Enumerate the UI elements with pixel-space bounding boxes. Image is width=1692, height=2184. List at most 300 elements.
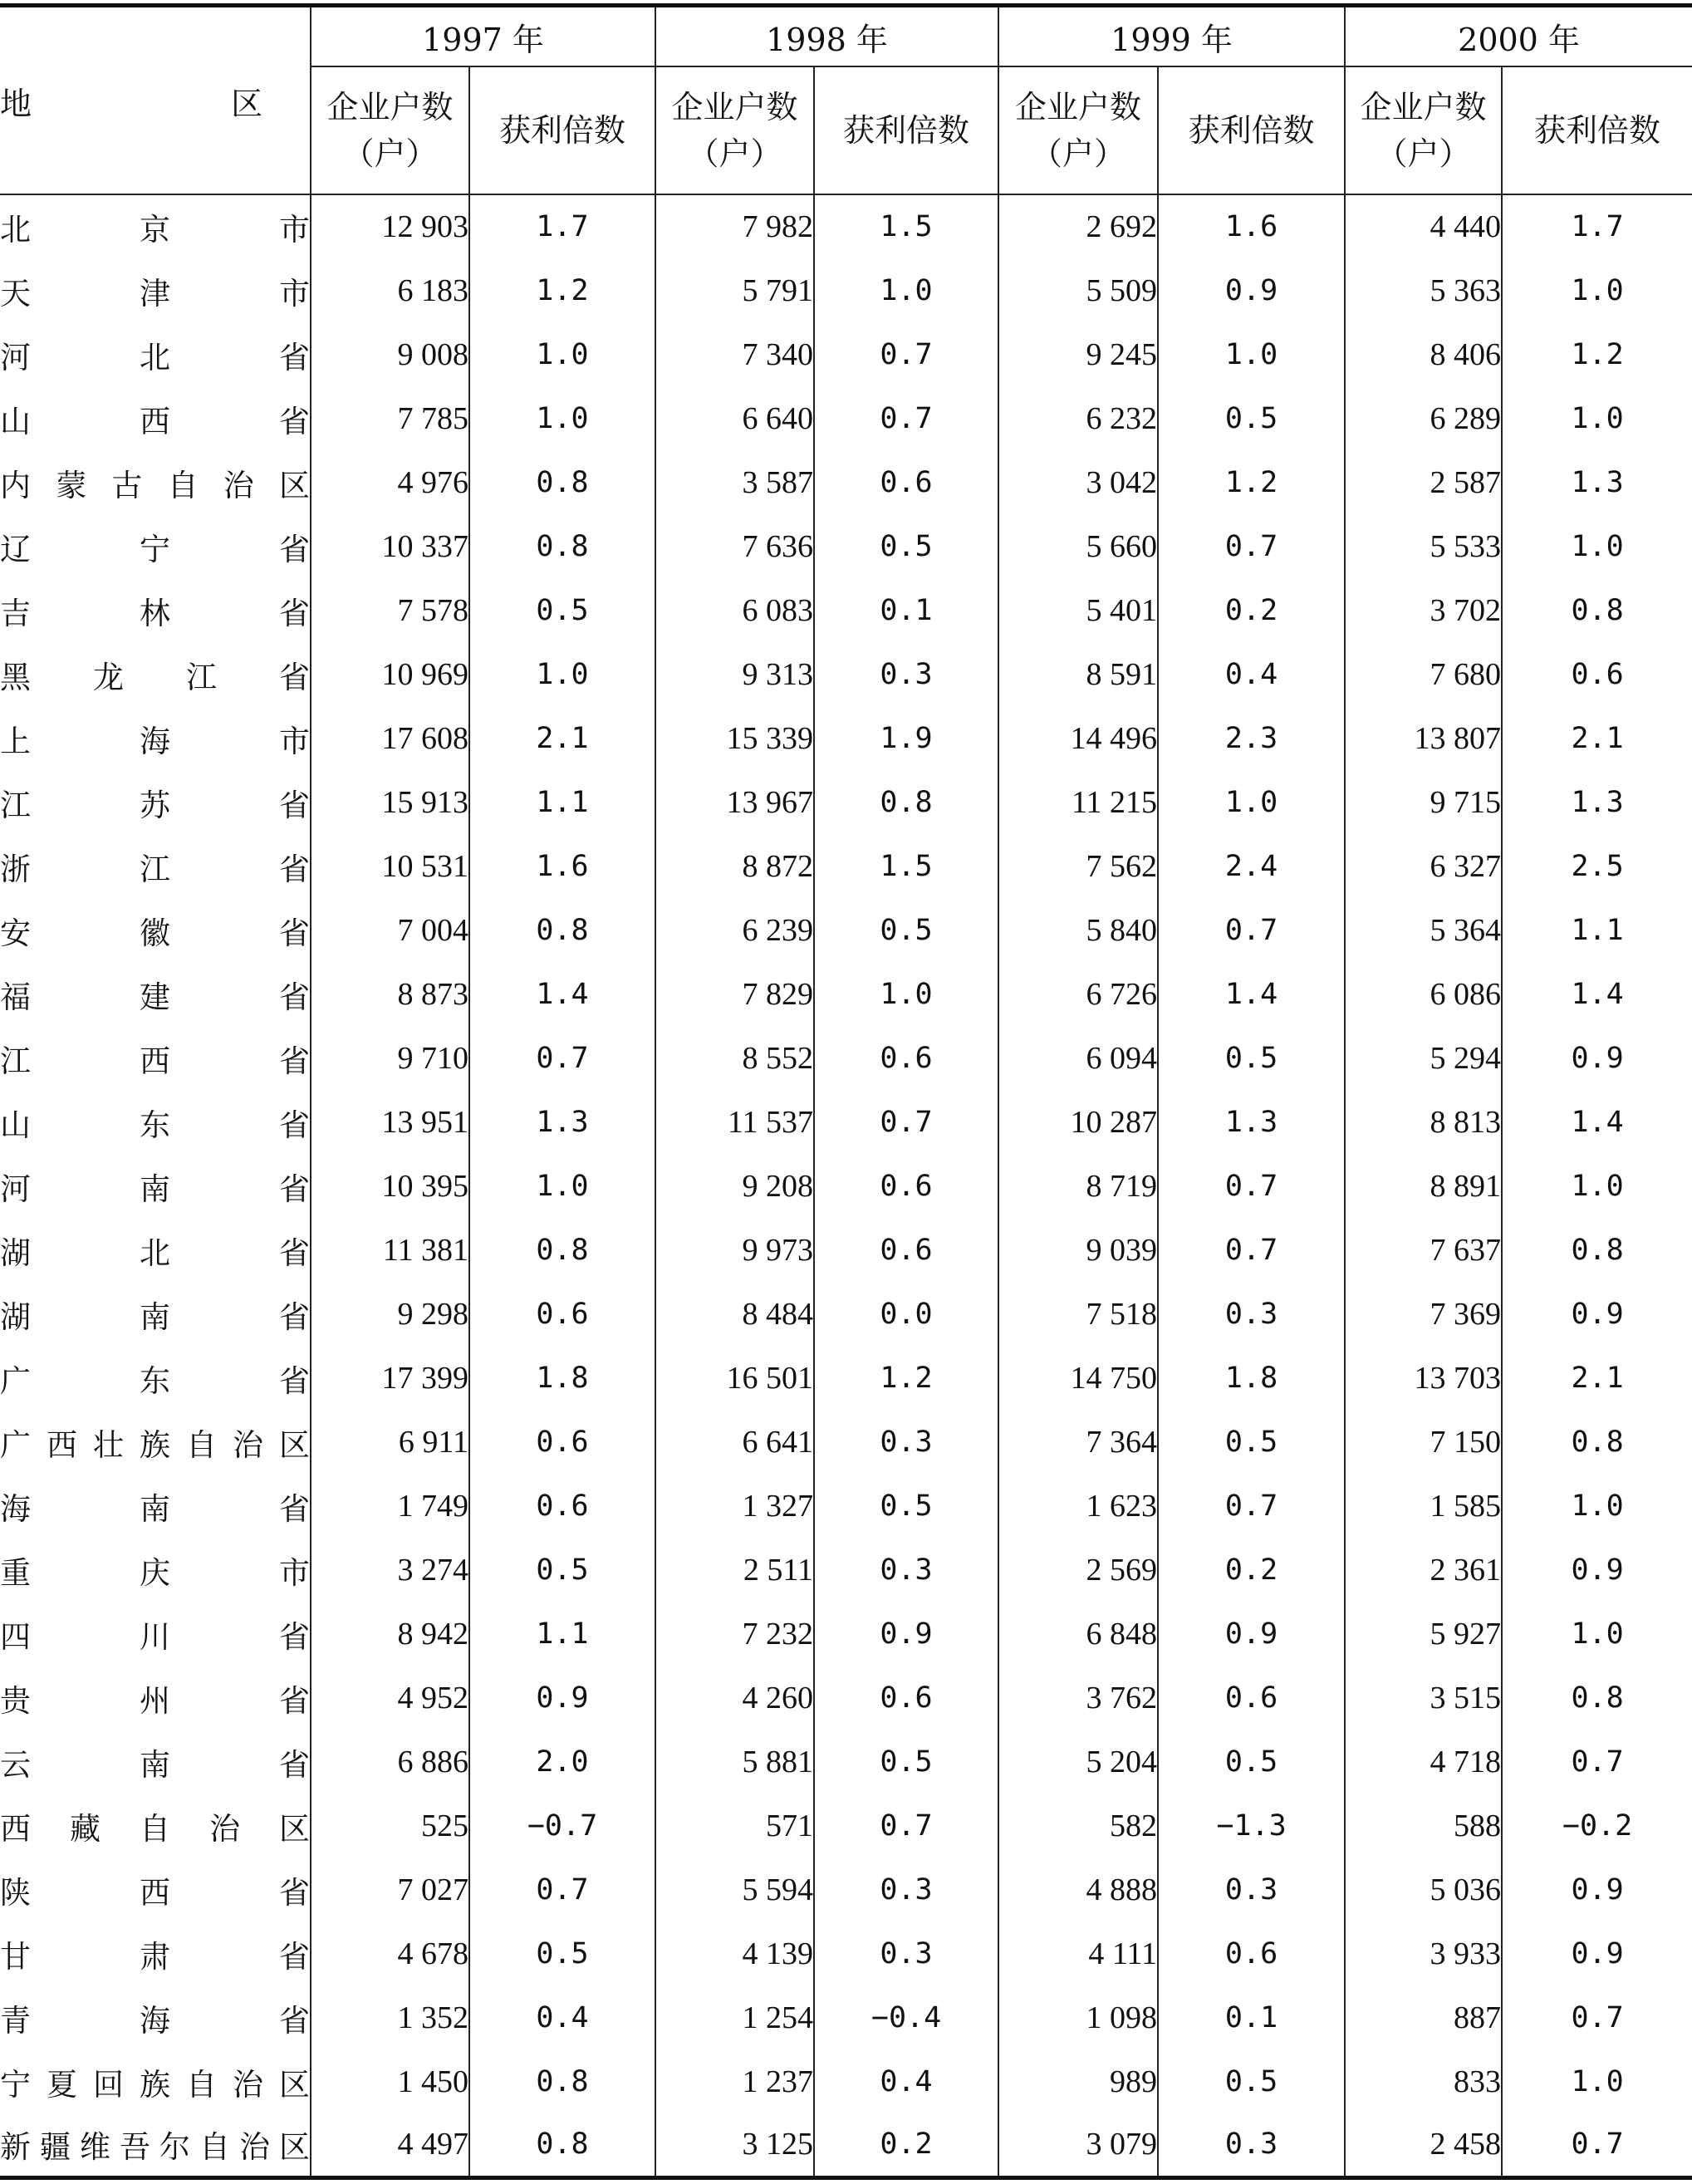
profit-multiple-cell: 0.9 — [814, 1602, 998, 1666]
region-name: 北 京 市 — [0, 212, 310, 248]
profit-multiple-cell: 0.9 — [1502, 1538, 1692, 1602]
enterprise-count-cell: 5 533 — [1345, 514, 1502, 578]
region-name-cell — [0, 1026, 311, 1090]
profit-multiple-cell: 0.8 — [1502, 578, 1692, 642]
region-name: 新 疆 维 吾 尔 自 治 区 — [0, 2129, 310, 2166]
region-name: 黑 龙 江 省 — [0, 659, 310, 695]
profit-multiple-cell: 2.5 — [1502, 834, 1692, 898]
table-row — [0, 1026, 1692, 1090]
enterprise-count-cell: 7 578 — [311, 578, 469, 642]
profit-multiple-cell: 0.7 — [814, 322, 998, 386]
year-header-1998: 1998 年 — [655, 6, 998, 67]
enterprise-count-cell: 9 715 — [1345, 770, 1502, 834]
region-name: 山 东 省 — [0, 1107, 310, 1143]
enterprise-count-cell: 588 — [1345, 1794, 1502, 1858]
enterprise-count-cell: 7 027 — [311, 1858, 469, 1921]
profit-multiple-cell: 1.2 — [814, 1346, 998, 1410]
table-row — [0, 898, 1692, 962]
region-name-cell — [0, 834, 311, 898]
enterprise-count-cell: 5 840 — [998, 898, 1158, 962]
table-row — [0, 770, 1692, 834]
profit-multiple-cell: 1.0 — [814, 962, 998, 1026]
region-name-cell — [0, 1858, 311, 1921]
count-header-line1: 企业户数 — [326, 89, 454, 125]
enterprise-count-cell: 4 718 — [1345, 1730, 1502, 1794]
region-name-cell — [0, 578, 311, 642]
region-name-cell — [0, 1090, 311, 1154]
profit-multiple-cell: 1.2 — [469, 258, 655, 322]
table-row — [0, 1666, 1692, 1730]
profit-multiple-cell: 1.4 — [1502, 1090, 1692, 1154]
region-name-cell — [0, 2049, 311, 2113]
enterprise-count-cell: 4 888 — [998, 1858, 1158, 1921]
profit-multiple-cell: 1.7 — [1502, 194, 1692, 258]
table-row — [0, 450, 1692, 514]
enterprise-count-cell: 1 327 — [655, 1474, 814, 1538]
profit-multiple-cell: 0.3 — [814, 1858, 998, 1921]
profit-multiple-cell: 0.8 — [1502, 1218, 1692, 1282]
profit-multiple-cell: 0.8 — [469, 1218, 655, 1282]
count-header — [1345, 66, 1502, 194]
count-header-line2: （户） — [687, 135, 782, 172]
profit-multiple-cell: 0.5 — [814, 1474, 998, 1538]
profit-multiple-cell: 1.0 — [469, 1154, 655, 1218]
region-name-cell — [0, 1985, 311, 2049]
profit-multiple-cell: 0.3 — [1158, 1282, 1345, 1346]
profit-multiple-cell: 0.9 — [1158, 258, 1345, 322]
enterprise-count-cell: 4 678 — [311, 1921, 469, 1985]
region-name: 江 苏 省 — [0, 787, 310, 823]
region-name-cell — [0, 1538, 311, 1602]
enterprise-count-cell: 14 750 — [998, 1346, 1158, 1410]
profit-multiple-cell: 0.8 — [1502, 1666, 1692, 1730]
region-name-cell — [0, 322, 311, 386]
enterprise-count-cell: 6 094 — [998, 1026, 1158, 1090]
profit-multiple-cell: 0.6 — [1158, 1666, 1345, 1730]
enterprise-count-cell: 8 552 — [655, 1026, 814, 1090]
enterprise-count-cell: 10 969 — [311, 642, 469, 706]
profit-multiple-cell: 1.1 — [469, 1602, 655, 1666]
profit-multiple-cell: 1.3 — [1502, 450, 1692, 514]
profit-multiple-cell: 1.6 — [1158, 194, 1345, 258]
enterprise-count-cell: 5 881 — [655, 1730, 814, 1794]
enterprise-count-cell: 11 537 — [655, 1090, 814, 1154]
profit-multiple-cell: 2.1 — [469, 706, 655, 770]
region-name-cell — [0, 2113, 311, 2177]
enterprise-count-cell: 5 204 — [998, 1730, 1158, 1794]
region-name: 浙 江 省 — [0, 851, 310, 887]
enterprise-count-cell: 3 042 — [998, 450, 1158, 514]
enterprise-count-cell: 13 967 — [655, 770, 814, 834]
profit-multiple-cell: 1.3 — [1502, 770, 1692, 834]
enterprise-count-cell: 9 973 — [655, 1218, 814, 1282]
enterprise-count-cell: 7 637 — [1345, 1218, 1502, 1282]
region-name: 重 庆 市 — [0, 1554, 310, 1591]
enterprise-count-cell: 7 004 — [311, 898, 469, 962]
enterprise-count-cell: 9 298 — [311, 1282, 469, 1346]
count-header — [655, 66, 814, 194]
table-row — [0, 194, 1692, 258]
enterprise-count-cell: 582 — [998, 1794, 1158, 1858]
ratio-header: 获利倍数 — [1158, 66, 1345, 194]
profit-multiple-cell: 1.3 — [469, 1090, 655, 1154]
enterprise-count-cell: 5 594 — [655, 1858, 814, 1921]
table-row — [0, 258, 1692, 322]
count-header — [311, 66, 469, 194]
ratio-header: 获利倍数 — [1502, 66, 1692, 194]
profit-multiple-cell: 0.3 — [814, 1921, 998, 1985]
enterprise-count-cell: 7 518 — [998, 1282, 1158, 1346]
profit-multiple-cell: 0.2 — [1158, 578, 1345, 642]
enterprise-count-cell: 17 399 — [311, 1346, 469, 1410]
region-name-cell — [0, 898, 311, 962]
profit-multiple-cell: 1.1 — [469, 770, 655, 834]
profit-multiple-cell: 0.6 — [469, 1410, 655, 1474]
table-row — [0, 1538, 1692, 1602]
enterprise-count-cell: 8 872 — [655, 834, 814, 898]
region-name-cell — [0, 1346, 311, 1410]
profit-multiple-cell: 0.8 — [469, 514, 655, 578]
region-name: 天 津 市 — [0, 275, 310, 312]
enterprise-count-cell: 4 111 — [998, 1921, 1158, 1985]
profit-multiple-cell: −0.4 — [814, 1985, 998, 2049]
region-name-cell — [0, 1282, 311, 1346]
count-header-line2: （户） — [342, 135, 438, 172]
region-name: 吉 林 省 — [0, 595, 310, 631]
profit-multiple-cell: 1.4 — [469, 962, 655, 1026]
region-name-cell — [0, 706, 311, 770]
profit-multiple-cell: 0.6 — [814, 1218, 998, 1282]
region-name: 湖 北 省 — [0, 1234, 310, 1271]
region-name-cell — [0, 1666, 311, 1730]
region-name: 陕 西 省 — [0, 1874, 310, 1911]
profit-multiple-cell: 0.7 — [1502, 1985, 1692, 2049]
enterprise-count-cell: 4 952 — [311, 1666, 469, 1730]
year-header-1997: 1997 年 — [311, 6, 655, 67]
enterprise-count-cell: 15 339 — [655, 706, 814, 770]
enterprise-count-cell: 5 660 — [998, 514, 1158, 578]
profit-multiple-cell: 0.4 — [814, 2049, 998, 2113]
profit-multiple-cell: 1.0 — [814, 258, 998, 322]
enterprise-count-cell: 887 — [1345, 1985, 1502, 2049]
profit-multiple-cell: 0.7 — [1502, 1730, 1692, 1794]
profit-multiple-cell: 0.1 — [1158, 1985, 1345, 2049]
enterprise-count-cell: 17 608 — [311, 706, 469, 770]
profit-multiple-cell: 0.5 — [1158, 1410, 1345, 1474]
enterprise-count-cell: 3 079 — [998, 2113, 1158, 2177]
region-name-cell — [0, 962, 311, 1026]
enterprise-count-cell: 571 — [655, 1794, 814, 1858]
profit-multiple-cell: 0.6 — [469, 1474, 655, 1538]
region-name: 河 北 省 — [0, 339, 310, 375]
ratio-header: 获利倍数 — [469, 66, 655, 194]
enterprise-count-cell: 3 587 — [655, 450, 814, 514]
profit-multiple-cell: 0.6 — [1502, 642, 1692, 706]
region-name: 上 海 市 — [0, 723, 310, 759]
enterprise-count-cell: 10 287 — [998, 1090, 1158, 1154]
profit-multiple-cell: 0.5 — [469, 1538, 655, 1602]
enterprise-count-cell: 10 395 — [311, 1154, 469, 1218]
profit-multiple-cell: 0.7 — [1158, 1474, 1345, 1538]
enterprise-count-cell: 7 680 — [1345, 642, 1502, 706]
profit-multiple-cell: 2.4 — [1158, 834, 1345, 898]
enterprise-count-cell: 7 562 — [998, 834, 1158, 898]
year-header-row — [0, 6, 1692, 67]
enterprise-count-cell: 2 587 — [1345, 450, 1502, 514]
region-name-cell — [0, 770, 311, 834]
table-row — [0, 962, 1692, 1026]
enterprise-count-cell: 7 369 — [1345, 1282, 1502, 1346]
enterprise-count-cell: 5 401 — [998, 578, 1158, 642]
table-body — [0, 194, 1692, 2177]
enterprise-count-cell: 7 364 — [998, 1410, 1158, 1474]
profit-multiple-cell: 0.7 — [1158, 1218, 1345, 1282]
enterprise-count-cell: 5 363 — [1345, 258, 1502, 322]
enterprise-count-cell: 7 982 — [655, 194, 814, 258]
table-row — [0, 1154, 1692, 1218]
table-row — [0, 1921, 1692, 1985]
table-row — [0, 1858, 1692, 1921]
profit-multiple-cell: 0.3 — [814, 1538, 998, 1602]
enterprise-count-cell: 833 — [1345, 2049, 1502, 2113]
region-name: 辽 宁 省 — [0, 531, 310, 567]
profit-multiple-cell: 1.5 — [814, 834, 998, 898]
enterprise-count-cell: 4 260 — [655, 1666, 814, 1730]
table-row — [0, 1794, 1692, 1858]
table-row — [0, 2113, 1692, 2177]
enterprise-count-cell: 6 232 — [998, 386, 1158, 450]
enterprise-count-cell: 11 215 — [998, 770, 1158, 834]
profit-multiple-cell: 1.0 — [1502, 1602, 1692, 1666]
table-row — [0, 834, 1692, 898]
enterprise-count-cell: 6 083 — [655, 578, 814, 642]
year-header-2000: 2000 年 — [1345, 6, 1692, 67]
enterprise-count-cell: 1 585 — [1345, 1474, 1502, 1538]
enterprise-count-cell: 16 501 — [655, 1346, 814, 1410]
profit-multiple-cell: 0.5 — [469, 1921, 655, 1985]
enterprise-count-cell: 4 497 — [311, 2113, 469, 2177]
profit-multiple-cell: 0.7 — [1158, 1154, 1345, 1218]
enterprise-count-cell: 2 511 — [655, 1538, 814, 1602]
profit-multiple-cell: 0.5 — [814, 514, 998, 578]
enterprise-count-cell: 5 791 — [655, 258, 814, 322]
enterprise-count-cell: 7 150 — [1345, 1410, 1502, 1474]
enterprise-count-cell: 5 927 — [1345, 1602, 1502, 1666]
profit-multiple-cell: 1.2 — [1158, 450, 1345, 514]
table-row — [0, 1346, 1692, 1410]
profit-multiple-cell: 1.3 — [1158, 1090, 1345, 1154]
count-header-line2: （户） — [1031, 135, 1126, 172]
enterprise-count-cell: 6 640 — [655, 386, 814, 450]
profit-multiple-cell: 0.3 — [1158, 1858, 1345, 1921]
profit-multiple-cell: 1.6 — [469, 834, 655, 898]
count-header-line1: 企业户数 — [671, 89, 798, 125]
enterprise-count-cell: 3 702 — [1345, 578, 1502, 642]
enterprise-count-cell: 1 749 — [311, 1474, 469, 1538]
enterprise-count-cell: 5 364 — [1345, 898, 1502, 962]
profit-multiple-cell: 0.9 — [1502, 1921, 1692, 1985]
table-row — [0, 706, 1692, 770]
profit-multiple-cell: 0.4 — [469, 1985, 655, 2049]
table-row — [0, 578, 1692, 642]
table-row — [0, 1282, 1692, 1346]
region-name: 青 海 省 — [0, 2002, 310, 2039]
profit-multiple-cell: 0.1 — [814, 578, 998, 642]
enterprise-count-cell: 3 515 — [1345, 1666, 1502, 1730]
profit-multiple-cell: 0.0 — [814, 1282, 998, 1346]
table-row — [0, 1474, 1692, 1538]
region-name-cell — [0, 1154, 311, 1218]
enterprise-count-cell: 1 098 — [998, 1985, 1158, 2049]
profit-multiple-cell: 0.9 — [1502, 1026, 1692, 1090]
profit-multiple-cell: 2.1 — [1502, 1346, 1692, 1410]
table-row — [0, 1730, 1692, 1794]
profit-multiple-cell: 1.0 — [1158, 322, 1345, 386]
count-header-line1: 企业户数 — [1360, 89, 1487, 125]
region-name: 云 南 省 — [0, 1746, 310, 1783]
region-name: 内 蒙 古 自 治 区 — [0, 467, 310, 503]
enterprise-count-cell: 1 352 — [311, 1985, 469, 2049]
region-name-cell — [0, 642, 311, 706]
enterprise-count-cell: 3 933 — [1345, 1921, 1502, 1985]
enterprise-count-cell: 8 406 — [1345, 322, 1502, 386]
enterprise-count-cell: 8 891 — [1345, 1154, 1502, 1218]
enterprise-count-cell: 6 289 — [1345, 386, 1502, 450]
enterprise-count-cell: 6 726 — [998, 962, 1158, 1026]
profit-multiple-cell: 1.4 — [1502, 962, 1692, 1026]
enterprise-count-cell: 4 139 — [655, 1921, 814, 1985]
profit-multiple-cell: 0.8 — [1502, 1410, 1692, 1474]
region-name-cell — [0, 194, 311, 258]
enterprise-count-cell: 7 785 — [311, 386, 469, 450]
table-row — [0, 1410, 1692, 1474]
profit-multiple-cell: 0.9 — [1502, 1282, 1692, 1346]
profit-multiple-cell: 0.7 — [814, 386, 998, 450]
profit-multiple-cell: 1.8 — [1158, 1346, 1345, 1410]
enterprise-count-cell: 10 337 — [311, 514, 469, 578]
count-header-line2: （户） — [1376, 135, 1471, 172]
profit-multiple-cell: 2.3 — [1158, 706, 1345, 770]
enterprise-count-cell: 5 509 — [998, 258, 1158, 322]
enterprise-count-cell: 6 641 — [655, 1410, 814, 1474]
enterprise-count-cell: 15 913 — [311, 770, 469, 834]
enterprise-count-cell: 6 239 — [655, 898, 814, 962]
enterprise-count-cell: 6 086 — [1345, 962, 1502, 1026]
profit-multiple-cell: 2.0 — [469, 1730, 655, 1794]
region-name-cell — [0, 450, 311, 514]
profit-multiple-cell: 0.7 — [1158, 898, 1345, 962]
enterprise-count-cell: 9 208 — [655, 1154, 814, 1218]
region-name-cell — [0, 1794, 311, 1858]
region-enterprise-profit-table — [0, 3, 1692, 2180]
enterprise-count-cell: 6 886 — [311, 1730, 469, 1794]
enterprise-count-cell: 1 254 — [655, 1985, 814, 2049]
profit-multiple-cell: 0.7 — [814, 1090, 998, 1154]
profit-multiple-cell: −1.3 — [1158, 1794, 1345, 1858]
region-name: 江 西 省 — [0, 1043, 310, 1079]
enterprise-count-cell: 3 762 — [998, 1666, 1158, 1730]
enterprise-count-cell: 2 361 — [1345, 1538, 1502, 1602]
ratio-header: 获利倍数 — [814, 66, 998, 194]
profit-multiple-cell: 0.5 — [814, 1730, 998, 1794]
profit-multiple-cell: 0.6 — [814, 1666, 998, 1730]
profit-multiple-cell: 0.8 — [814, 770, 998, 834]
profit-multiple-cell: 0.4 — [1158, 642, 1345, 706]
profit-multiple-cell: 0.6 — [814, 450, 998, 514]
profit-multiple-cell: 0.7 — [469, 1026, 655, 1090]
enterprise-count-cell: 7 232 — [655, 1602, 814, 1666]
profit-multiple-cell: 1.1 — [1502, 898, 1692, 962]
profit-multiple-cell: 1.0 — [469, 642, 655, 706]
region-name-cell — [0, 1474, 311, 1538]
enterprise-count-cell: 2 692 — [998, 194, 1158, 258]
profit-multiple-cell: 1.4 — [1158, 962, 1345, 1026]
table-row — [0, 1602, 1692, 1666]
table-row — [0, 322, 1692, 386]
profit-multiple-cell: 1.0 — [469, 322, 655, 386]
region-name: 贵 州 省 — [0, 1682, 310, 1719]
enterprise-count-cell: 5 294 — [1345, 1026, 1502, 1090]
enterprise-count-cell: 8 719 — [998, 1154, 1158, 1218]
enterprise-count-cell: 4 976 — [311, 450, 469, 514]
enterprise-count-cell: 8 873 — [311, 962, 469, 1026]
profit-multiple-cell: 0.5 — [1158, 1026, 1345, 1090]
region-name-cell — [0, 514, 311, 578]
profit-multiple-cell: 0.7 — [814, 1794, 998, 1858]
profit-multiple-cell: 0.9 — [469, 1666, 655, 1730]
region-name-cell — [0, 1218, 311, 1282]
region-name: 福 建 省 — [0, 979, 310, 1015]
profit-multiple-cell: 0.7 — [1502, 2113, 1692, 2177]
enterprise-count-cell: 6 183 — [311, 258, 469, 322]
enterprise-count-cell: 6 911 — [311, 1410, 469, 1474]
region-column-header: 地 区 — [0, 6, 311, 195]
region-name-cell — [0, 1730, 311, 1794]
profit-multiple-cell: 1.0 — [1502, 1154, 1692, 1218]
profit-multiple-cell: 1.0 — [1502, 386, 1692, 450]
profit-multiple-cell: 0.8 — [469, 898, 655, 962]
region-name-cell — [0, 386, 311, 450]
profit-multiple-cell: 1.0 — [1502, 514, 1692, 578]
region-name: 河 南 省 — [0, 1171, 310, 1207]
year-header-1999: 1999 年 — [998, 6, 1345, 67]
enterprise-count-cell: 1 237 — [655, 2049, 814, 2113]
profit-multiple-cell: 0.2 — [1158, 1538, 1345, 1602]
table-header — [0, 6, 1692, 195]
enterprise-count-cell: 13 703 — [1345, 1346, 1502, 1410]
enterprise-count-cell: 9 008 — [311, 322, 469, 386]
enterprise-count-cell: 2 569 — [998, 1538, 1158, 1602]
region-name-cell — [0, 258, 311, 322]
enterprise-count-cell: 10 531 — [311, 834, 469, 898]
profit-multiple-cell: 0.5 — [814, 898, 998, 962]
enterprise-count-cell: 9 313 — [655, 642, 814, 706]
table-row — [0, 1218, 1692, 1282]
profit-multiple-cell: 0.9 — [1502, 1858, 1692, 1921]
count-header — [998, 66, 1158, 194]
enterprise-count-cell: 8 484 — [655, 1282, 814, 1346]
profit-multiple-cell: 2.1 — [1502, 706, 1692, 770]
region-name: 广 东 省 — [0, 1362, 310, 1399]
enterprise-count-cell: 7 340 — [655, 322, 814, 386]
enterprise-count-cell: 8 591 — [998, 642, 1158, 706]
region-name-cell — [0, 1602, 311, 1666]
table-row — [0, 2049, 1692, 2113]
profit-multiple-cell: 0.7 — [469, 1858, 655, 1921]
profit-multiple-cell: 1.2 — [1502, 322, 1692, 386]
enterprise-count-cell: 14 496 — [998, 706, 1158, 770]
profit-multiple-cell: 1.8 — [469, 1346, 655, 1410]
